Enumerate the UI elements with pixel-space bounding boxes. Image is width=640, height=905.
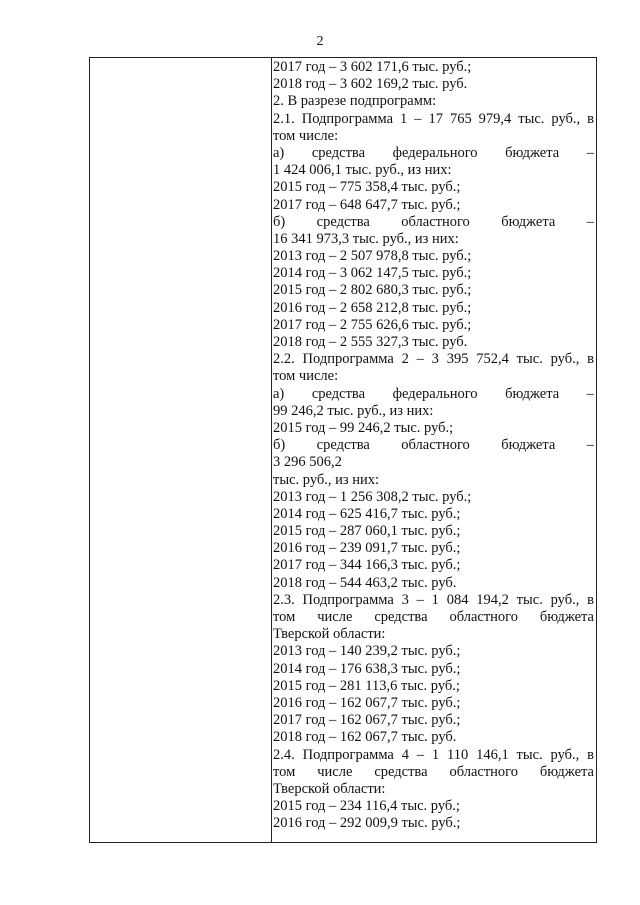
page-number: 2 bbox=[316, 34, 324, 49]
text-line: 2017 год – 162 067,7 тыс. руб.; bbox=[273, 712, 461, 729]
text-line: 2015 год – 2 802 680,3 тыс. руб.; bbox=[273, 282, 472, 299]
text-line: 1 424 006,1 тыс. руб., из них: bbox=[273, 162, 452, 179]
text-line: 2015 год – 99 246,2 тыс. руб.; bbox=[273, 419, 454, 436]
text-line: 2016 год – 292 009,9 тыс. руб.; bbox=[273, 815, 461, 832]
text-line: 2018 год – 2 555 327,3 тыс. руб. bbox=[273, 334, 468, 350]
text-line: том числе средства областного бюджета bbox=[273, 609, 594, 625]
text-line: 99 246,2 тыс. руб., из них: bbox=[273, 402, 434, 419]
text-line: 2018 год – 162 067,7 тыс. руб. bbox=[273, 729, 457, 746]
text-line: 2013 год – 140 239,2 тыс. руб.; bbox=[273, 643, 461, 660]
text-line: 2.2. Подпрограмма 2 – 3 395 752,4 тыс. руб., в bbox=[273, 351, 594, 368]
text-line: 2.3. Подпрограмма 3 – 1 084 194,2 тыс. руб., в bbox=[273, 591, 594, 608]
text-line: тыс. руб., из них: bbox=[273, 471, 380, 488]
text-line: 16 341 973,3 тыс. руб., из них: bbox=[273, 230, 459, 247]
text-line: 3 296 506,2 bbox=[273, 454, 342, 471]
text-line: Тверской области: bbox=[273, 780, 386, 797]
text-line: Тверской области: bbox=[273, 626, 386, 643]
text-line: 2015 год – 775 358,4 тыс. руб.; bbox=[273, 179, 461, 196]
text-line: а) средства федерального бюджета – bbox=[273, 144, 594, 161]
text-line: 2014 год – 3 062 147,5 тыс. руб.; bbox=[273, 265, 472, 282]
funding-table bbox=[89, 57, 597, 843]
text-line: 2016 год – 2 658 212,8 тыс. руб.; bbox=[273, 299, 472, 316]
text-line: 2014 год – 625 416,7 тыс. руб.; bbox=[273, 505, 461, 522]
text-line: 2015 год – 281 113,6 тыс. руб.; bbox=[273, 677, 460, 694]
text-line: 2016 год – 162 067,7 тыс. руб.; bbox=[273, 694, 461, 711]
text-line: 2015 год – 287 060,1 тыс. руб.; bbox=[273, 523, 461, 540]
text-line: 2013 год – 1 256 308,2 тыс. руб.; bbox=[273, 488, 472, 505]
text-line: том числе: bbox=[273, 127, 339, 144]
text-line: 2017 год – 648 647,7 тыс. руб.; bbox=[273, 196, 461, 213]
text-line: том числе: bbox=[273, 368, 339, 385]
text-line: б) средства областного бюджета – bbox=[273, 437, 594, 454]
table-left-cell bbox=[90, 58, 271, 842]
text-line: 2.4. Подпрограмма 4 – 1 110 146,1 тыс. руб., в bbox=[273, 746, 594, 763]
column-divider bbox=[271, 58, 272, 842]
text-line: 2017 год – 2 755 626,6 тыс. руб.; bbox=[273, 316, 472, 333]
text-line: том числе средства областного бюджета bbox=[273, 763, 594, 780]
text-line: 2013 год – 2 507 978,8 тыс. руб.; bbox=[273, 248, 472, 265]
text-line: 2. В разрезе подпрограмм: bbox=[273, 93, 437, 110]
table-right-cell bbox=[273, 58, 594, 832]
text-line: 2017 год – 344 166,3 тыс. руб.; bbox=[273, 557, 461, 574]
text-line: 2015 год – 234 116,4 тыс. руб.; bbox=[273, 798, 460, 815]
text-line: 2.1. Подпрограмма 1 – 17 765 979,4 тыс. руб., в bbox=[273, 110, 594, 127]
text-line: 2014 год – 176 638,3 тыс. руб.; bbox=[273, 660, 461, 677]
text-line: 2018 год – 544 463,2 тыс. руб. bbox=[273, 574, 457, 591]
text-line: б) средства областного бюджета – bbox=[273, 213, 594, 230]
text-line: 2017 год – 3 602 171,6 тыс. руб.; bbox=[273, 59, 472, 75]
text-line: 2016 год – 239 091,7 тыс. руб.; bbox=[273, 540, 461, 557]
text-line: 2018 год – 3 602 169,2 тыс. руб. bbox=[273, 76, 468, 93]
text-line: а) средства федерального бюджета – bbox=[273, 385, 594, 402]
